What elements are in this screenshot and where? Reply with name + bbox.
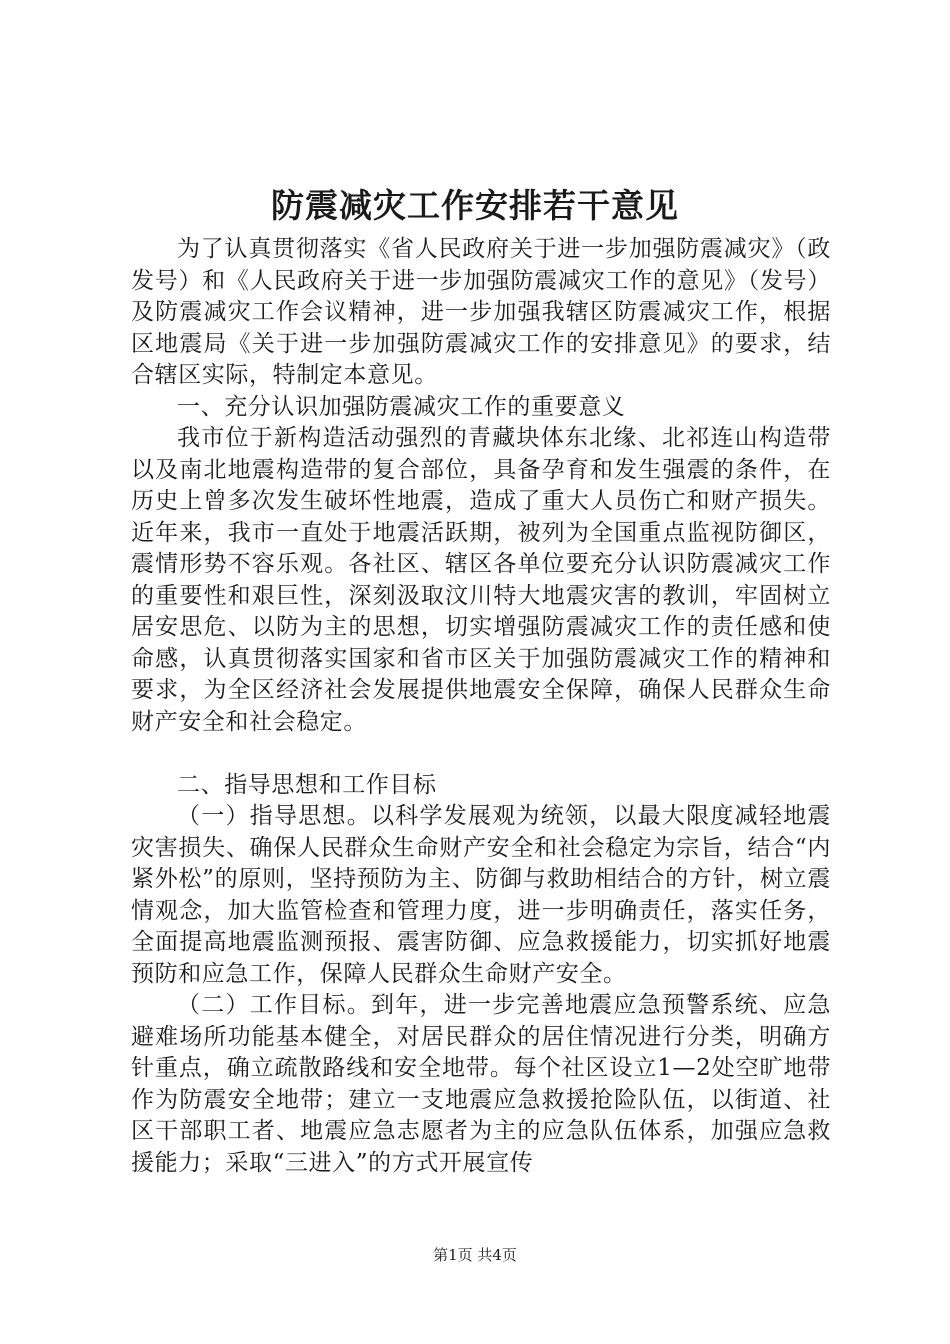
page-number-footer: 第1页 共4页 bbox=[433, 1246, 517, 1264]
document-title: 防震减灾工作安排若干意见 bbox=[271, 186, 679, 225]
section-heading-2: 二、指导思想和工作目标 bbox=[177, 771, 437, 798]
work-goals-paragraph: （二）工作目标。到年，进一步完善地震应急预警系统、应急避难场所功能基本健全，对居民群众的居住情况进行分类，明确方针重点，确立疏散路线和安全地带。每个社区设立1—2处空旷地带作为防震安全地带；建立一支地震应急救援抢险队伍，以街道、社区干部职工者、地震应急志愿者为主的应急队伍体系，加强应急救援能力；采取“三进入”的方式开展宣传 bbox=[131, 992, 831, 1176]
section-1-paragraph: 我市位于新构造活动强烈的青藏块体东北缘、北祁连山构造带以及南北地震构造带的复合部位，具备孕育和发生强震的条件，在历史上曾多次发生破坏性地震，造成了重大人员伤亡和财产损失。近年来，我市一直处于地震活跃期，被列为全国重点监视防御区，震情形势不容乐观。各社区、辖区各单位要充分认识防震减灾工作的重要性和艰巨性，深刻汲取汶川特大地震灾害的教训，牢固树立居安思危、以防为主的思想，切实增强防震减灾工作的责任感和使命感，认真贯彻落实国家和省市区关于加强防震减灾工作的精神和要求，为全区经济社会发展提供地震安全保障，确保人民群众生命财产安全和社会稳定。 bbox=[131, 425, 831, 735]
document-body bbox=[131, 234, 831, 1179]
guiding-ideology-paragraph: （一）指导思想。以科学发展观为统领，以最大限度减轻地震灾害损失、确保人民群众生命财产安全和社会稳定为宗旨，结合“内紧外松”的原则，坚持预防为主、防御与救助相结合的方针，树立震情观念，加大监管检查和管理力度，进一步明确责任，落实任务，全面提高地震监测预报、震害防御、应急救援能力，切实抓好地震预防和应急工作，保障人民群众生命财产安全。 bbox=[131, 803, 831, 987]
section-heading-1: 一、充分认识加强防震减灾工作的重要意义 bbox=[177, 393, 626, 420]
intro-paragraph: 为了认真贯彻落实《省人民政府关于进一步加强防震减灾》（政发号）和《人民政府关于进一步加强防震减灾工作的意见》（发号）及防震减灾工作会议精神，进一步加强我辖区防震减灾工作，根据区地震局《关于进一步加强防震减灾工作的安排意见》的要求，结合辖区实际，特制定本意见。 bbox=[131, 236, 831, 388]
